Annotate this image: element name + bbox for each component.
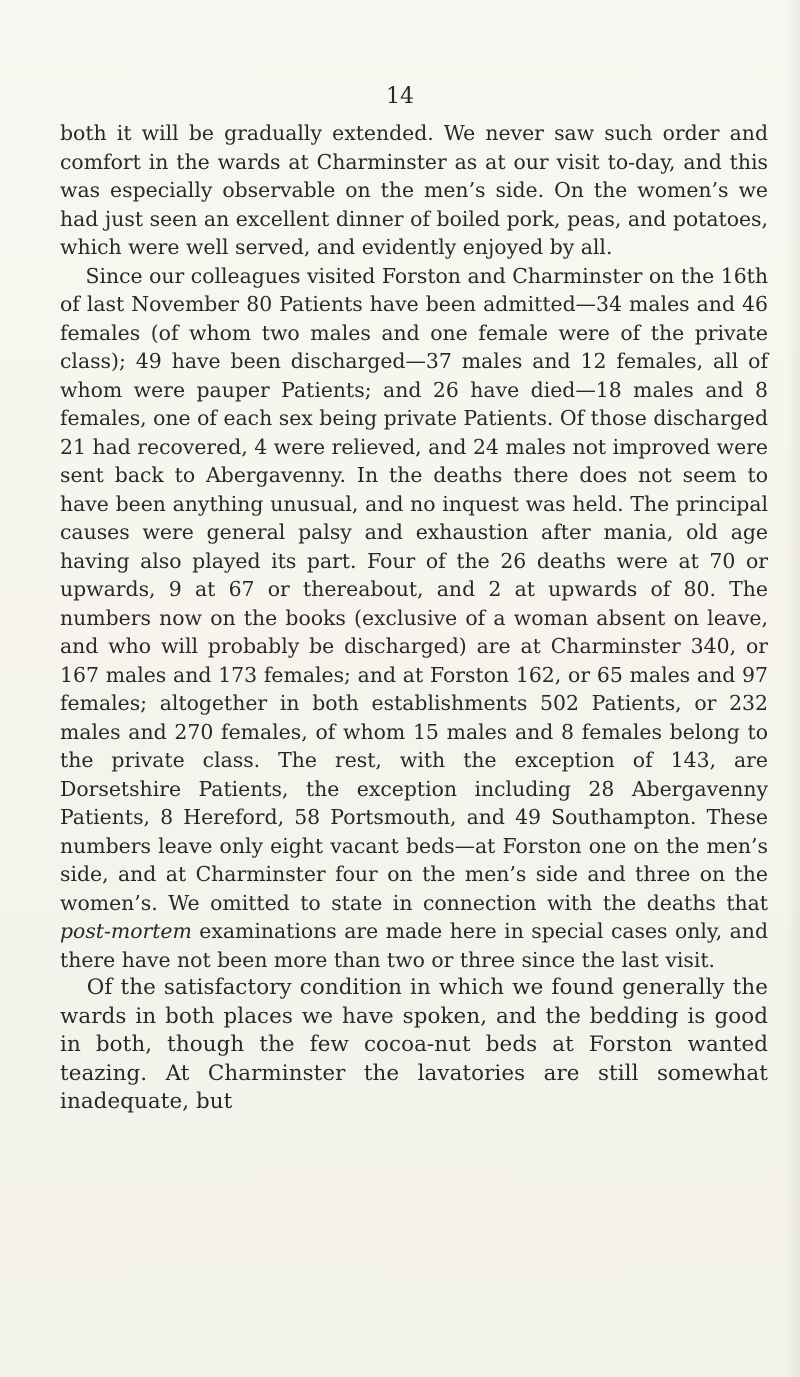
post-mortem-trailing-text: examinations are made here in special cases only, and there have not been more than two or three since the last visit.: [60, 919, 768, 972]
page-number: 14: [386, 84, 414, 109]
paragraph-dinner-observation: both it will be gradually extended. We never saw such order and comfort in the wards at Charminster as at our visit to-day, and this was especially observable on the men’s side. On the women’s we had just seen an excellent dinner of boiled pork, peas, and potatoes, which were well served, and evidently enjoyed by all.: [60, 121, 768, 259]
paragraph-patient-statistics: [60, 262, 768, 975]
patient-statistics-text: Since our colleagues visited Forston and Charminster on the 16th of last November 80 Patients have been admitted—34 males and 46 females (of whom two males and one female were of the private class); 49 have been discharged—37 males and 12 females, all of whom were pauper Patients; and 26 have died—18 males and 8 females, one of each sex being private Patients. Of those discharged 21 had recovered, 4 were relieved, and 24 males not improved were sent back to Abergavenny. In the deaths there does not seem to have been anything unusual, and no inquest was held. The principal causes were general palsy and exhaustion after mania, old age having also played its part. Four of the 26 deaths were at 70 or upwards, 9 at 67 or thereabout, and 2 at upwards of 80. The numbers now on the books (exclusive of a woman absent on leave, and who will probably be discharged) are at Charminster 340, or 167 males and 173 females; and at Forston 162, or 65 males and 97 females; altogether in both establishments 502 Patients, or 232 males and 270 females, of whom 15 males and 8 females belong to the private class. The rest, with the exception of 143, are Dorsetshire Patients, the exception including 28 Abergavenny Patients, 8 Hereford, 58 Portsmouth, and 49 Southampton. These numbers leave only eight vacant beds—at Forston one on the men’s side, and at Charminster four on the men’s side and three on the women’s.: [60, 263, 768, 915]
page-edge-shadow: [786, 0, 800, 1377]
paragraph-wards-condition: Of the satisfactory condition in which we found generally the wards in both places we have spoken, and the bedding is good in both, though the few cocoa-nut beds at Forston wanted teazing. At Charminster the lavatories are still somewhat inadequate, but: [60, 975, 768, 1114]
body-text: [60, 119, 768, 1117]
post-mortem-lead-text: We omitted to state in connection with the deaths that: [168, 890, 768, 915]
post-mortem-italic: post-mortem: [60, 919, 192, 943]
